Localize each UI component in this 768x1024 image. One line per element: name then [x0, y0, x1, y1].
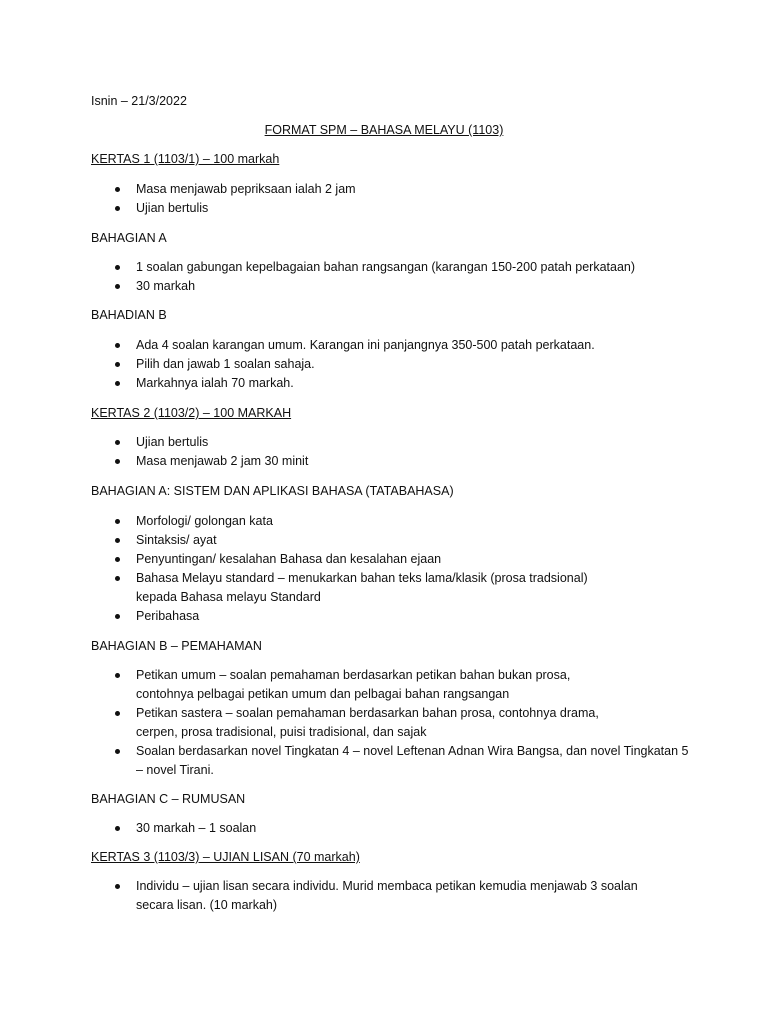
kertas2-bahagian-b-section	[91, 637, 691, 780]
kertas1-bahagian-a-section	[91, 229, 691, 296]
kertas2-bahagian-c-list	[91, 819, 691, 838]
kertas1-bahagian-b-section	[91, 306, 691, 393]
list-item: Individu – ujian lisan secara individu. Murid membaca petikan kemudia menjawab 3 soalan secara lisan. (10 markah)	[91, 877, 691, 915]
kertas2-heading: KERTAS 2 (1103/2) – 100 MARKAH	[91, 406, 292, 420]
list-item: Ada 4 soalan karangan umum. Karangan ini panjangnya 350-500 patah perkataan.	[91, 336, 691, 355]
kertas1-section	[91, 150, 691, 218]
kertas1-bahagian-a-list	[91, 258, 691, 296]
list-item: Ujian bertulis	[91, 199, 691, 218]
kertas2-list	[91, 433, 691, 471]
kertas3-list	[91, 877, 691, 915]
kertas2-bahagian-a-section	[91, 482, 691, 626]
list-item: Penyuntingan/ kesalahan Bahasa dan kesalahan ejaan	[91, 550, 691, 569]
list-item: 1 soalan gabungan kepelbagaian bahan rangsangan (karangan 150-200 patah perkataan)	[91, 258, 691, 277]
kertas1-bahagian-a-heading: BAHAGIAN A	[91, 231, 167, 245]
list-item: Petikan sastera – soalan pemahaman berdasarkan bahan prosa, contohnya drama, cerpen, prosa tradisional, puisi tradisional, dan sajak	[91, 704, 691, 742]
list-item: 30 markah – 1 soalan	[91, 819, 691, 838]
kertas1-list	[91, 180, 691, 218]
kertas1-heading: KERTAS 1 (1103/1) – 100 markah	[91, 152, 280, 166]
list-item: 30 markah	[91, 277, 691, 296]
list-item: Ujian bertulis	[91, 433, 691, 452]
list-item: Masa menjawab 2 jam 30 minit	[91, 452, 691, 471]
kertas1-bahagian-b-heading: BAHADIAN B	[91, 308, 167, 322]
kertas2-bahagian-a-heading: BAHAGIAN A: SISTEM DAN APLIKASI BAHASA (TATABAHASA)	[91, 484, 454, 498]
kertas2-bahagian-b-heading: BAHAGIAN B – PEMAHAMAN	[91, 639, 262, 653]
list-item: Peribahasa	[91, 607, 691, 626]
kertas2-bahagian-c-heading: BAHAGIAN C – RUMUSAN	[91, 792, 246, 806]
kertas3-section	[91, 848, 691, 915]
kertas3-heading: KERTAS 3 (1103/3) – UJIAN LISAN (70 markah)	[91, 850, 360, 864]
kertas2-bahagian-c-section	[91, 790, 691, 838]
list-item: Pilih dan jawab 1 soalan sahaja.	[91, 355, 691, 374]
kertas1-bahagian-b-list	[91, 336, 691, 393]
list-item: Masa menjawab pepriksaan ialah 2 jam	[91, 180, 691, 199]
list-item: Bahasa Melayu standard – menukarkan bahan teks lama/klasik (prosa tradsional) kepada Bahasa melayu Standard	[91, 569, 691, 607]
list-item: Petikan umum – soalan pemahaman berdasarkan petikan bahan bukan prosa, contohnya pelbagai petikan umum dan pelbagai bahan rangsangan	[91, 666, 691, 704]
kertas2-bahagian-a-list	[91, 512, 691, 626]
list-item: Morfologi/ golongan kata	[91, 512, 691, 531]
document-title: FORMAT SPM – BAHASA MELAYU (1103)	[264, 123, 504, 137]
kertas2-section	[91, 404, 691, 471]
list-item: Soalan berdasarkan novel Tingkatan 4 – novel Leftenan Adnan Wira Bangsa, dan novel Tingkatan 5 – novel Tirani.	[91, 742, 691, 780]
kertas2-bahagian-b-list	[91, 666, 691, 780]
document-date: Isnin – 21/3/2022	[91, 94, 187, 108]
list-item: Sintaksis/ ayat	[91, 531, 691, 550]
list-item: Markahnya ialah 70 markah.	[91, 374, 691, 393]
